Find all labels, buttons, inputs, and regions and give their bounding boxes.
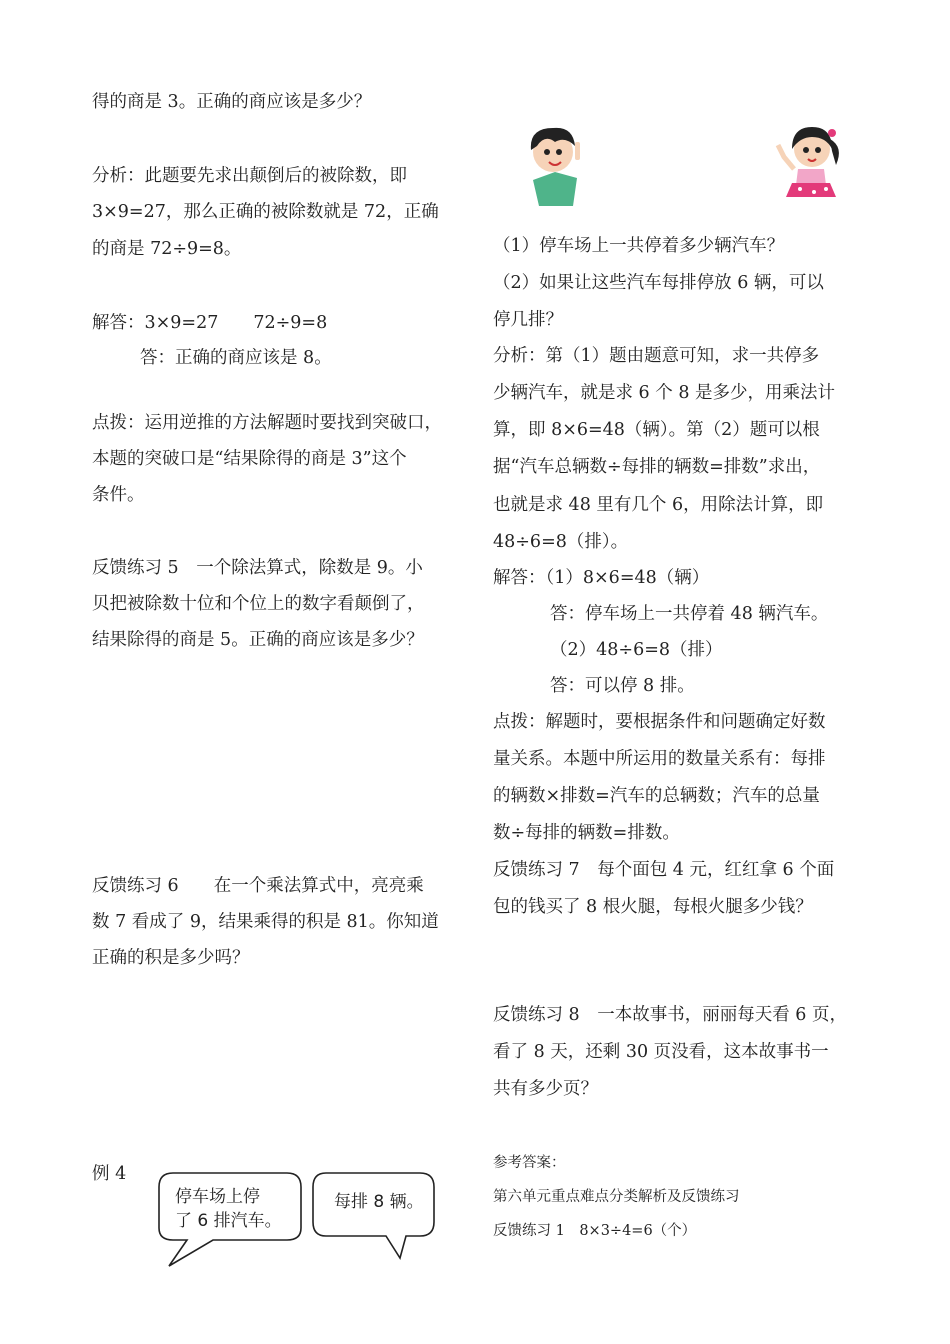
exercise-7-line: 反馈练习 7 每个面包 4 元，红红拿 6 个面 bbox=[493, 860, 835, 880]
exercise-1-answer: 反馈练习 1 8×3÷4=6（个） bbox=[493, 1223, 697, 1239]
unit-title: 第六单元重点难点分类解析及反馈练习 bbox=[493, 1189, 740, 1205]
answer-line: 解答：3×9=27 72÷9=8 bbox=[92, 313, 328, 333]
answer-line: 答：可以停 8 排。 bbox=[550, 676, 695, 696]
exercise-5-line: 贝把被除数十位和个位上的数字看颠倒了， bbox=[92, 594, 425, 614]
tip-line: 本题的突破口是“结果除得的商是 3”这个 bbox=[92, 449, 407, 469]
example-4-label: 例 4 bbox=[92, 1164, 127, 1184]
bubble-1-line: 了 6 排汽车。 bbox=[175, 1211, 282, 1231]
reference-answers-heading: 参考答案： bbox=[493, 1155, 566, 1171]
answer-line: （2）48÷6=8（排） bbox=[550, 640, 723, 660]
exercise-6-line: 数 7 看成了 9，结果乘得的积是 81。你知道 bbox=[92, 912, 439, 932]
analysis-line: 据“汽车总辆数÷每排的辆数=排数”求出， bbox=[493, 457, 821, 477]
answer-line: 答：正确的商应该是 8。 bbox=[140, 348, 332, 368]
exercise-6-line: 反馈练习 6 在一个乘法算式中，亮亮乘 bbox=[92, 876, 424, 896]
analysis-line: 3×9=27，那么正确的被除数就是 72，正确 bbox=[92, 202, 439, 222]
analysis-line: 也就是求 48 里有几个 6，用除法计算，即 bbox=[493, 495, 824, 515]
tip-line: 数÷每排的辆数=排数。 bbox=[493, 823, 680, 843]
tip-line: 的辆数×排数=汽车的总辆数；汽车的总量 bbox=[493, 786, 820, 806]
bubble-2-text: 每排 8 辆。 bbox=[334, 1192, 424, 1212]
question-line: （2）如果让这些汽车每排停放 6 辆，可以 bbox=[493, 273, 824, 293]
answer-line: 答：停车场上一共停着 48 辆汽车。 bbox=[550, 604, 829, 624]
exercise-8-line: 反馈练习 8 一本故事书，丽丽每天看 6 页， bbox=[493, 1005, 847, 1025]
tip-line: 量关系。本题中所运用的数量关系有：每排 bbox=[493, 749, 826, 769]
tip-line: 条件。 bbox=[92, 485, 145, 505]
question-line: （1）停车场上一共停着多少辆汽车？ bbox=[493, 236, 785, 256]
exercise-8-line: 看了 8 天，还剩 30 页没看，这本故事书一 bbox=[493, 1042, 829, 1062]
exercise-5-line: 结果除得的商是 5。正确的商应该是多少？ bbox=[92, 630, 424, 650]
girl-cartoon-icon bbox=[770, 117, 850, 202]
tip-line: 点拨：解题时，要根据条件和问题确定好数 bbox=[493, 712, 826, 732]
analysis-line: 分析：此题要先求出颠倒后的被除数，即 bbox=[92, 166, 407, 186]
answer-line: 解答：（1）8×6=48（辆） bbox=[493, 568, 710, 588]
analysis-line: 少辆汽车，就是求 6 个 8 是多少，用乘法计 bbox=[493, 383, 836, 403]
exercise-6-line: 正确的积是多少吗？ bbox=[92, 948, 250, 968]
analysis-line: 算，即 8×6=48（辆）。第（2）题可以根 bbox=[493, 420, 820, 440]
analysis-line: 分析：第（1）题由题意可知，求一共停多 bbox=[493, 346, 820, 366]
exercise-8-line: 共有多少页？ bbox=[493, 1079, 598, 1099]
question-line: 停几排？ bbox=[493, 310, 563, 330]
exercise-5-line: 反馈练习 5 一个除法算式，除数是 9。小 bbox=[92, 558, 423, 578]
speech-bubble-2 bbox=[310, 1170, 440, 1262]
bubble-1-line: 停车场上停 bbox=[175, 1187, 260, 1207]
boy-cartoon-icon bbox=[515, 120, 595, 210]
analysis-line: 48÷6=8（排）。 bbox=[493, 532, 629, 552]
exercise-7-line: 包的钱买了 8 根火腿，每根火腿多少钱？ bbox=[493, 897, 813, 917]
tip-line: 点拨：运用逆推的方法解题时要找到突破口， bbox=[92, 413, 442, 433]
text-line: 得的商是 3。正确的商应该是多少？ bbox=[92, 92, 372, 112]
analysis-line: 的商是 72÷9=8。 bbox=[92, 239, 242, 259]
